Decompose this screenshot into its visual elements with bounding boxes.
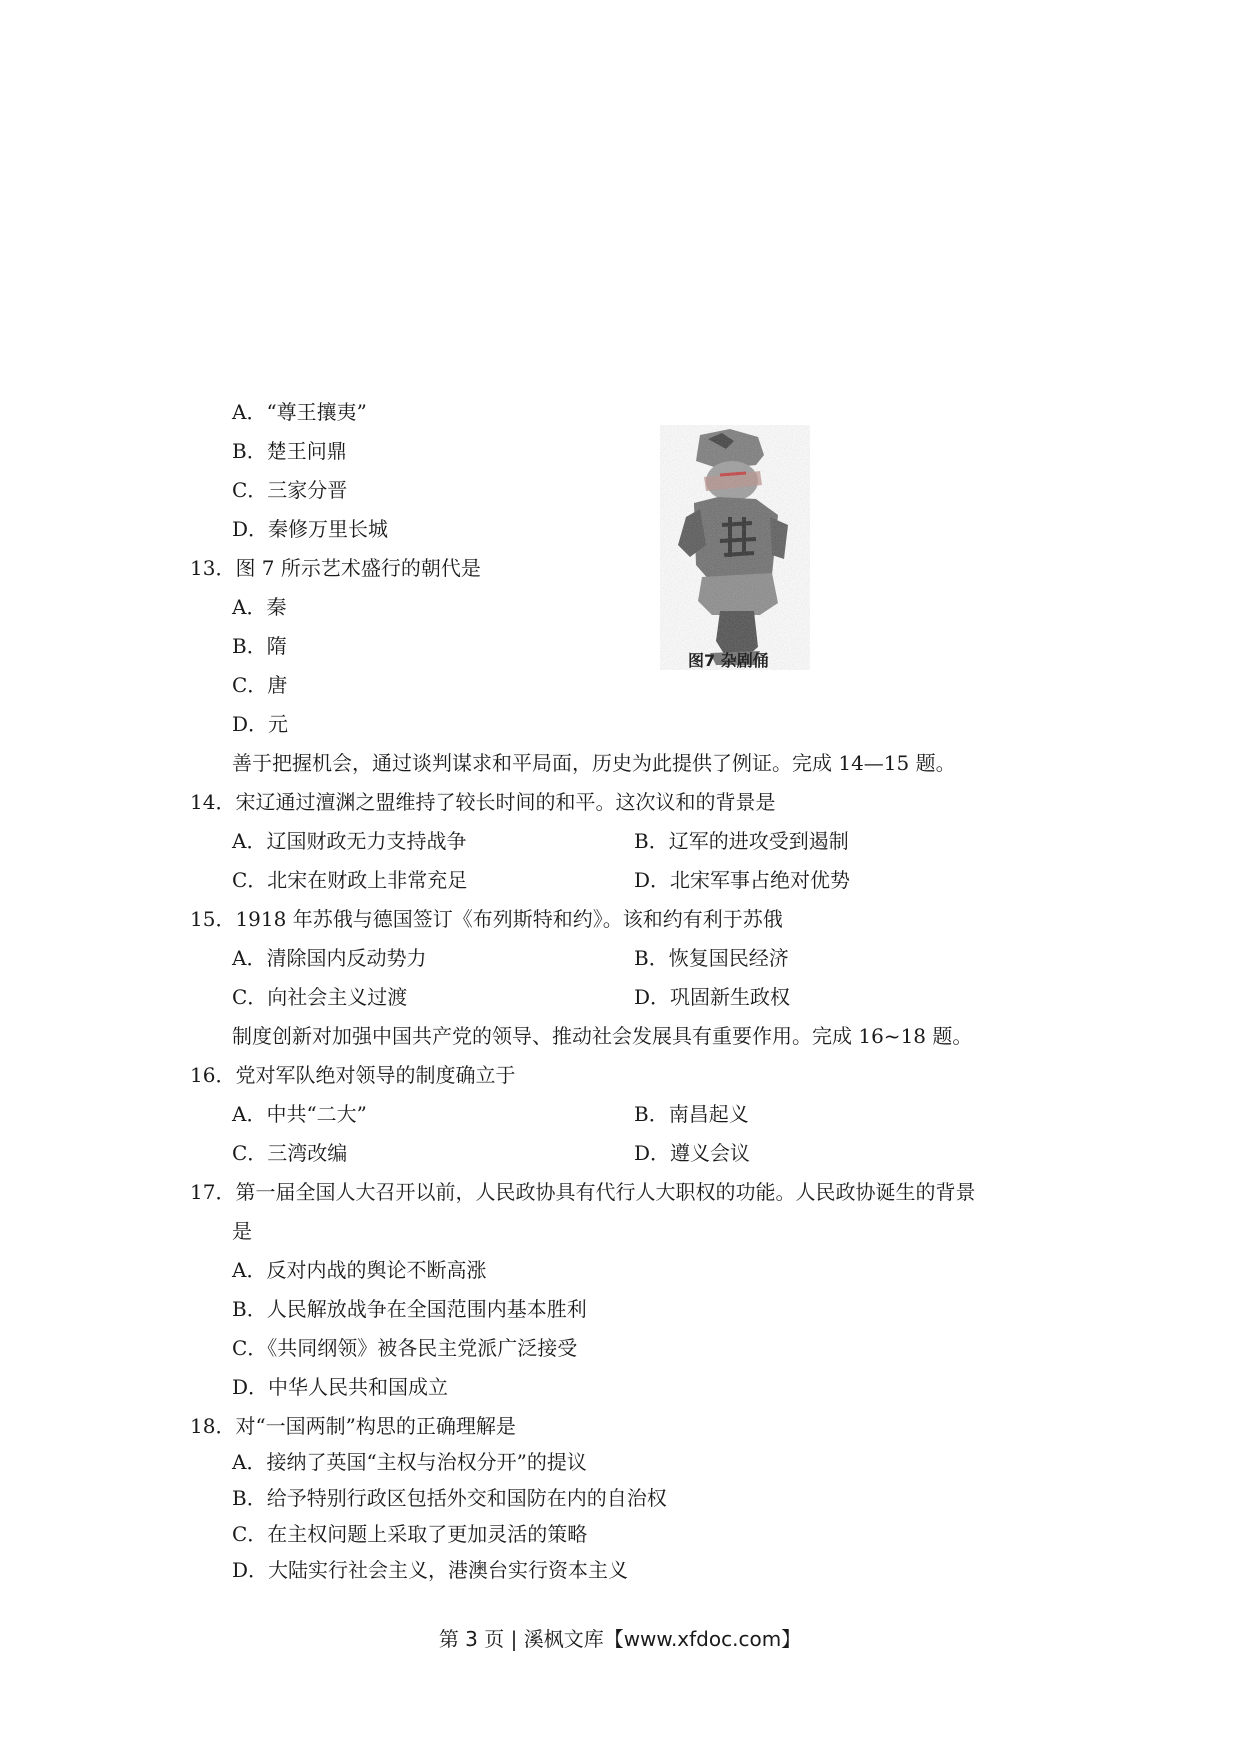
q16-option-a: A．中共“二大”: [232, 1102, 367, 1126]
intro-16-18: 制度创新对加强中国共产党的领导、推动社会发展具有重要作用。完成 16~18 题。: [232, 1024, 973, 1048]
figurine-image: [660, 425, 810, 670]
intro-14-15: 善于把握机会，通过谈判谋求和平局面，历史为此提供了例证。完成 14—15 题。: [232, 751, 956, 775]
q13-option-c: C．唐: [232, 673, 288, 697]
q14-option-a: A．辽国财政无力支持战争: [232, 829, 467, 853]
q17-stem-line2: 是: [232, 1219, 252, 1243]
q12-option-c: C．三家分晋: [232, 478, 348, 502]
q18-option-c: C．在主权问题上采取了更加灵活的策略: [232, 1522, 588, 1546]
q13-option-a: A．秦: [232, 595, 287, 619]
figure-caption: 图7 杂剧俑: [688, 651, 769, 670]
q13-option-d: D．元: [232, 712, 289, 736]
q15-option-b: B．恢复国民经济: [634, 946, 789, 970]
q16-stem: 16．党对军队绝对领导的制度确立于: [190, 1063, 516, 1087]
q17-stem-line1: 17．第一届全国人大召开以前，人民政协具有代行人大职权的功能。人民政协诞生的背景: [190, 1180, 976, 1204]
q14-option-b: B．辽军的进攻受到遏制: [634, 829, 849, 853]
q17-option-c: C．《共同纲领》被各民主党派广泛接受: [232, 1336, 578, 1360]
q13-stem: 13．图 7 所示艺术盛行的朝代是: [190, 556, 481, 580]
q18-option-a: A．接纳了英国“主权与治权分开”的提议: [232, 1450, 587, 1474]
q14-stem: 14．宋辽通过澶渊之盟维持了较长时间的和平。这次议和的背景是: [190, 790, 776, 814]
q12-option-b: B．楚王问鼎: [232, 439, 347, 463]
q17-option-a: A．反对内战的舆论不断高涨: [232, 1258, 487, 1282]
page-footer: 第 3 页 | 溪枫文库【www.xfdoc.com】: [438, 1627, 802, 1651]
q17-option-d: D．中华人民共和国成立: [232, 1375, 449, 1399]
q15-option-a: A．清除国内反动势力: [232, 946, 427, 970]
q18-stem: 18．对“一国两制”构思的正确理解是: [190, 1414, 516, 1438]
q18-option-d: D．大陆实行社会主义，港澳台实行资本主义: [232, 1558, 629, 1582]
q15-option-c: C．向社会主义过渡: [232, 985, 408, 1009]
q12-option-a: A．“尊王攘夷”: [232, 400, 367, 424]
q15-option-d: D．巩固新生政权: [634, 985, 791, 1009]
q14-option-d: D．北宋军事占绝对优势: [634, 868, 851, 892]
q13-option-b: B．隋: [232, 634, 287, 658]
q17-option-b: B．人民解放战争在全国范围内基本胜利: [232, 1297, 587, 1321]
q15-stem: 15．1918 年苏俄与德国签订《布列斯特和约》。该和约有利于苏俄: [190, 907, 783, 931]
q12-option-d: D．秦修万里长城: [232, 517, 389, 541]
q18-option-b: B．给予特别行政区包括外交和国防在内的自治权: [232, 1486, 667, 1510]
q14-option-c: C．北宋在财政上非常充足: [232, 868, 468, 892]
q16-option-b: B．南昌起义: [634, 1102, 749, 1126]
q16-option-d: D．遵义会议: [634, 1141, 751, 1165]
q16-option-c: C．三湾改编: [232, 1141, 348, 1165]
